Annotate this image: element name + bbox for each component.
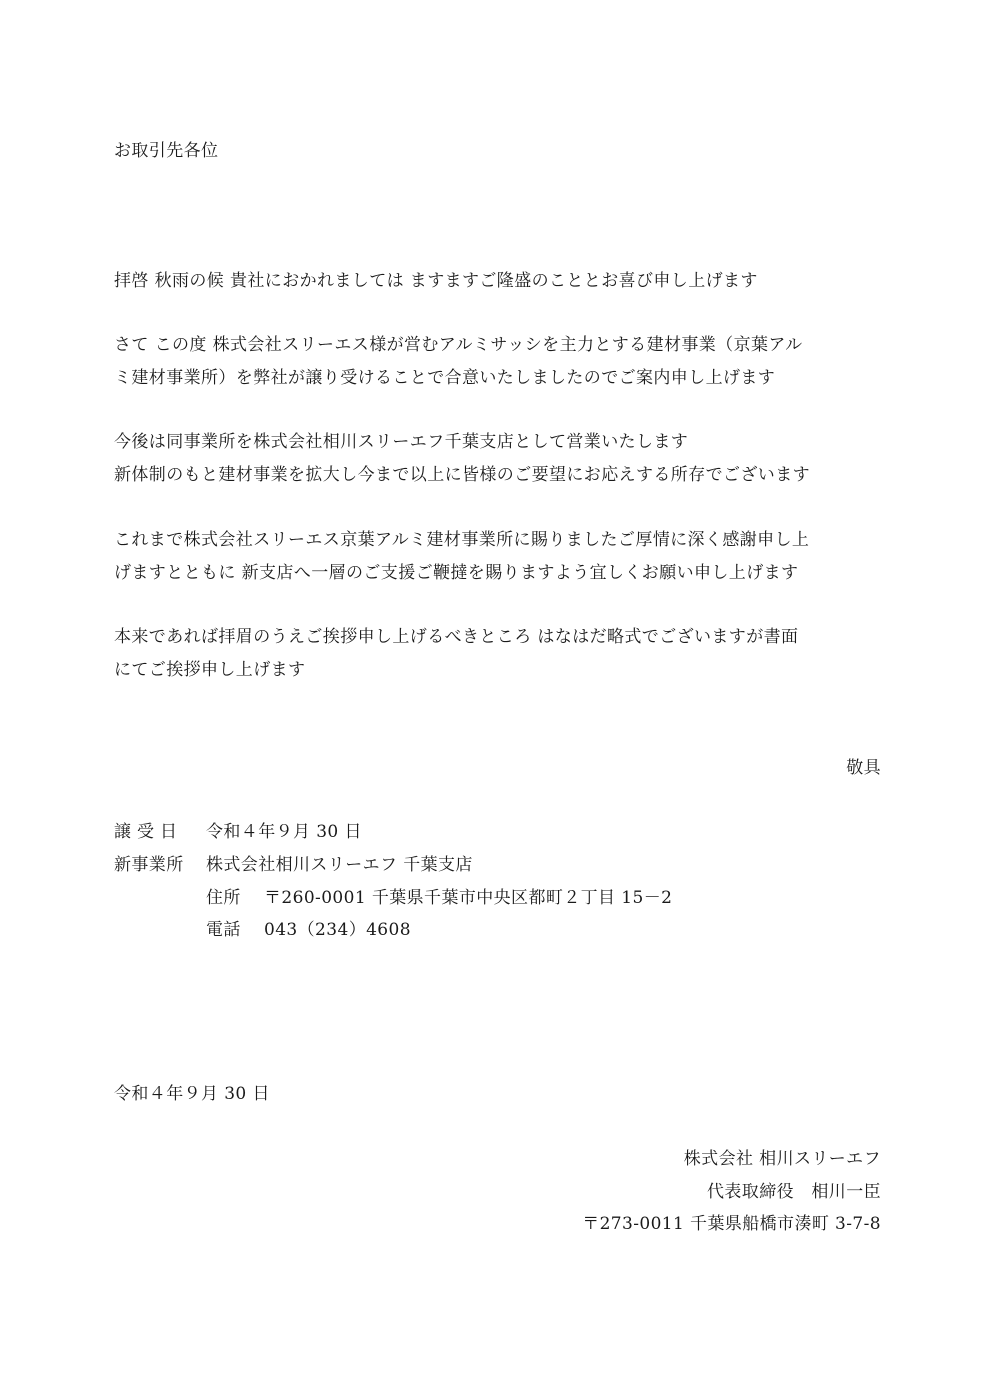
paragraph-2-line-1: さて この度 株式会社スリーエス様が営むアルミサッシを主力とする建材事業（京葉アル	[114, 335, 803, 355]
paragraph-2-line-2: ミ建材事業所）を弊社が譲り受けることで合意いたしましたのでご案内申し上げます	[114, 368, 776, 388]
closing-keigu: 敬具	[846, 758, 881, 778]
office-address-value: 〒260-0001 千葉県千葉市中央区都町２丁目 15－2	[264, 888, 673, 908]
transfer-date-value: 令和４年９月 30 日	[206, 822, 362, 842]
paragraph-4-line-2: げますとともに 新支店へ一層のご支援ご鞭撻を賜りますよう宜しくお願い申し上げます	[114, 563, 799, 583]
letter-date: 令和４年９月 30 日	[114, 1084, 270, 1104]
greeting-line: 拝啓 秋雨の候 貴社におかれましては ますますご隆盛のこととお喜び申し上げます	[114, 271, 758, 291]
transfer-date-row	[114, 824, 362, 841]
office-phone-row	[206, 922, 411, 939]
office-phone-label: 電話	[206, 920, 241, 940]
office-address-row	[206, 890, 672, 907]
sender-representative: 代表取締役 相川一臣	[707, 1182, 881, 1202]
new-office-label: 新事業所	[114, 855, 184, 875]
transfer-date-label: 譲受日	[114, 822, 183, 842]
paragraph-3-line-1: 今後は同事業所を株式会社相川スリーエフ千葉支店として営業いたします	[114, 432, 689, 452]
paragraph-5-line-1: 本来であれば拝眉のうえご挨拶申し上げるべきところ はなはだ略式でございますが書面	[114, 627, 799, 647]
paragraph-5-line-2: にてご挨拶申し上げます	[114, 660, 306, 680]
new-office-row	[114, 857, 473, 874]
sender-company: 株式会社 相川スリーエフ	[683, 1149, 881, 1169]
sender-address: 〒273-0011 千葉県船橋市湊町 3-7-8	[582, 1214, 881, 1234]
paragraph-3-line-2: 新体制のもと建材事業を拡大し今まで以上に皆様のご要望にお応えする所存でございます	[114, 465, 810, 485]
office-address-label: 住所	[206, 888, 241, 908]
new-office-value: 株式会社相川スリーエフ 千葉支店	[206, 855, 473, 875]
paragraph-4-line-1: これまで株式会社スリーエス京葉アルミ建材事業所に賜りましたご厚情に深く感謝申し上	[114, 530, 810, 550]
office-phone-value: 043（234）4608	[264, 920, 411, 940]
addressee: お取引先各位	[114, 141, 219, 161]
